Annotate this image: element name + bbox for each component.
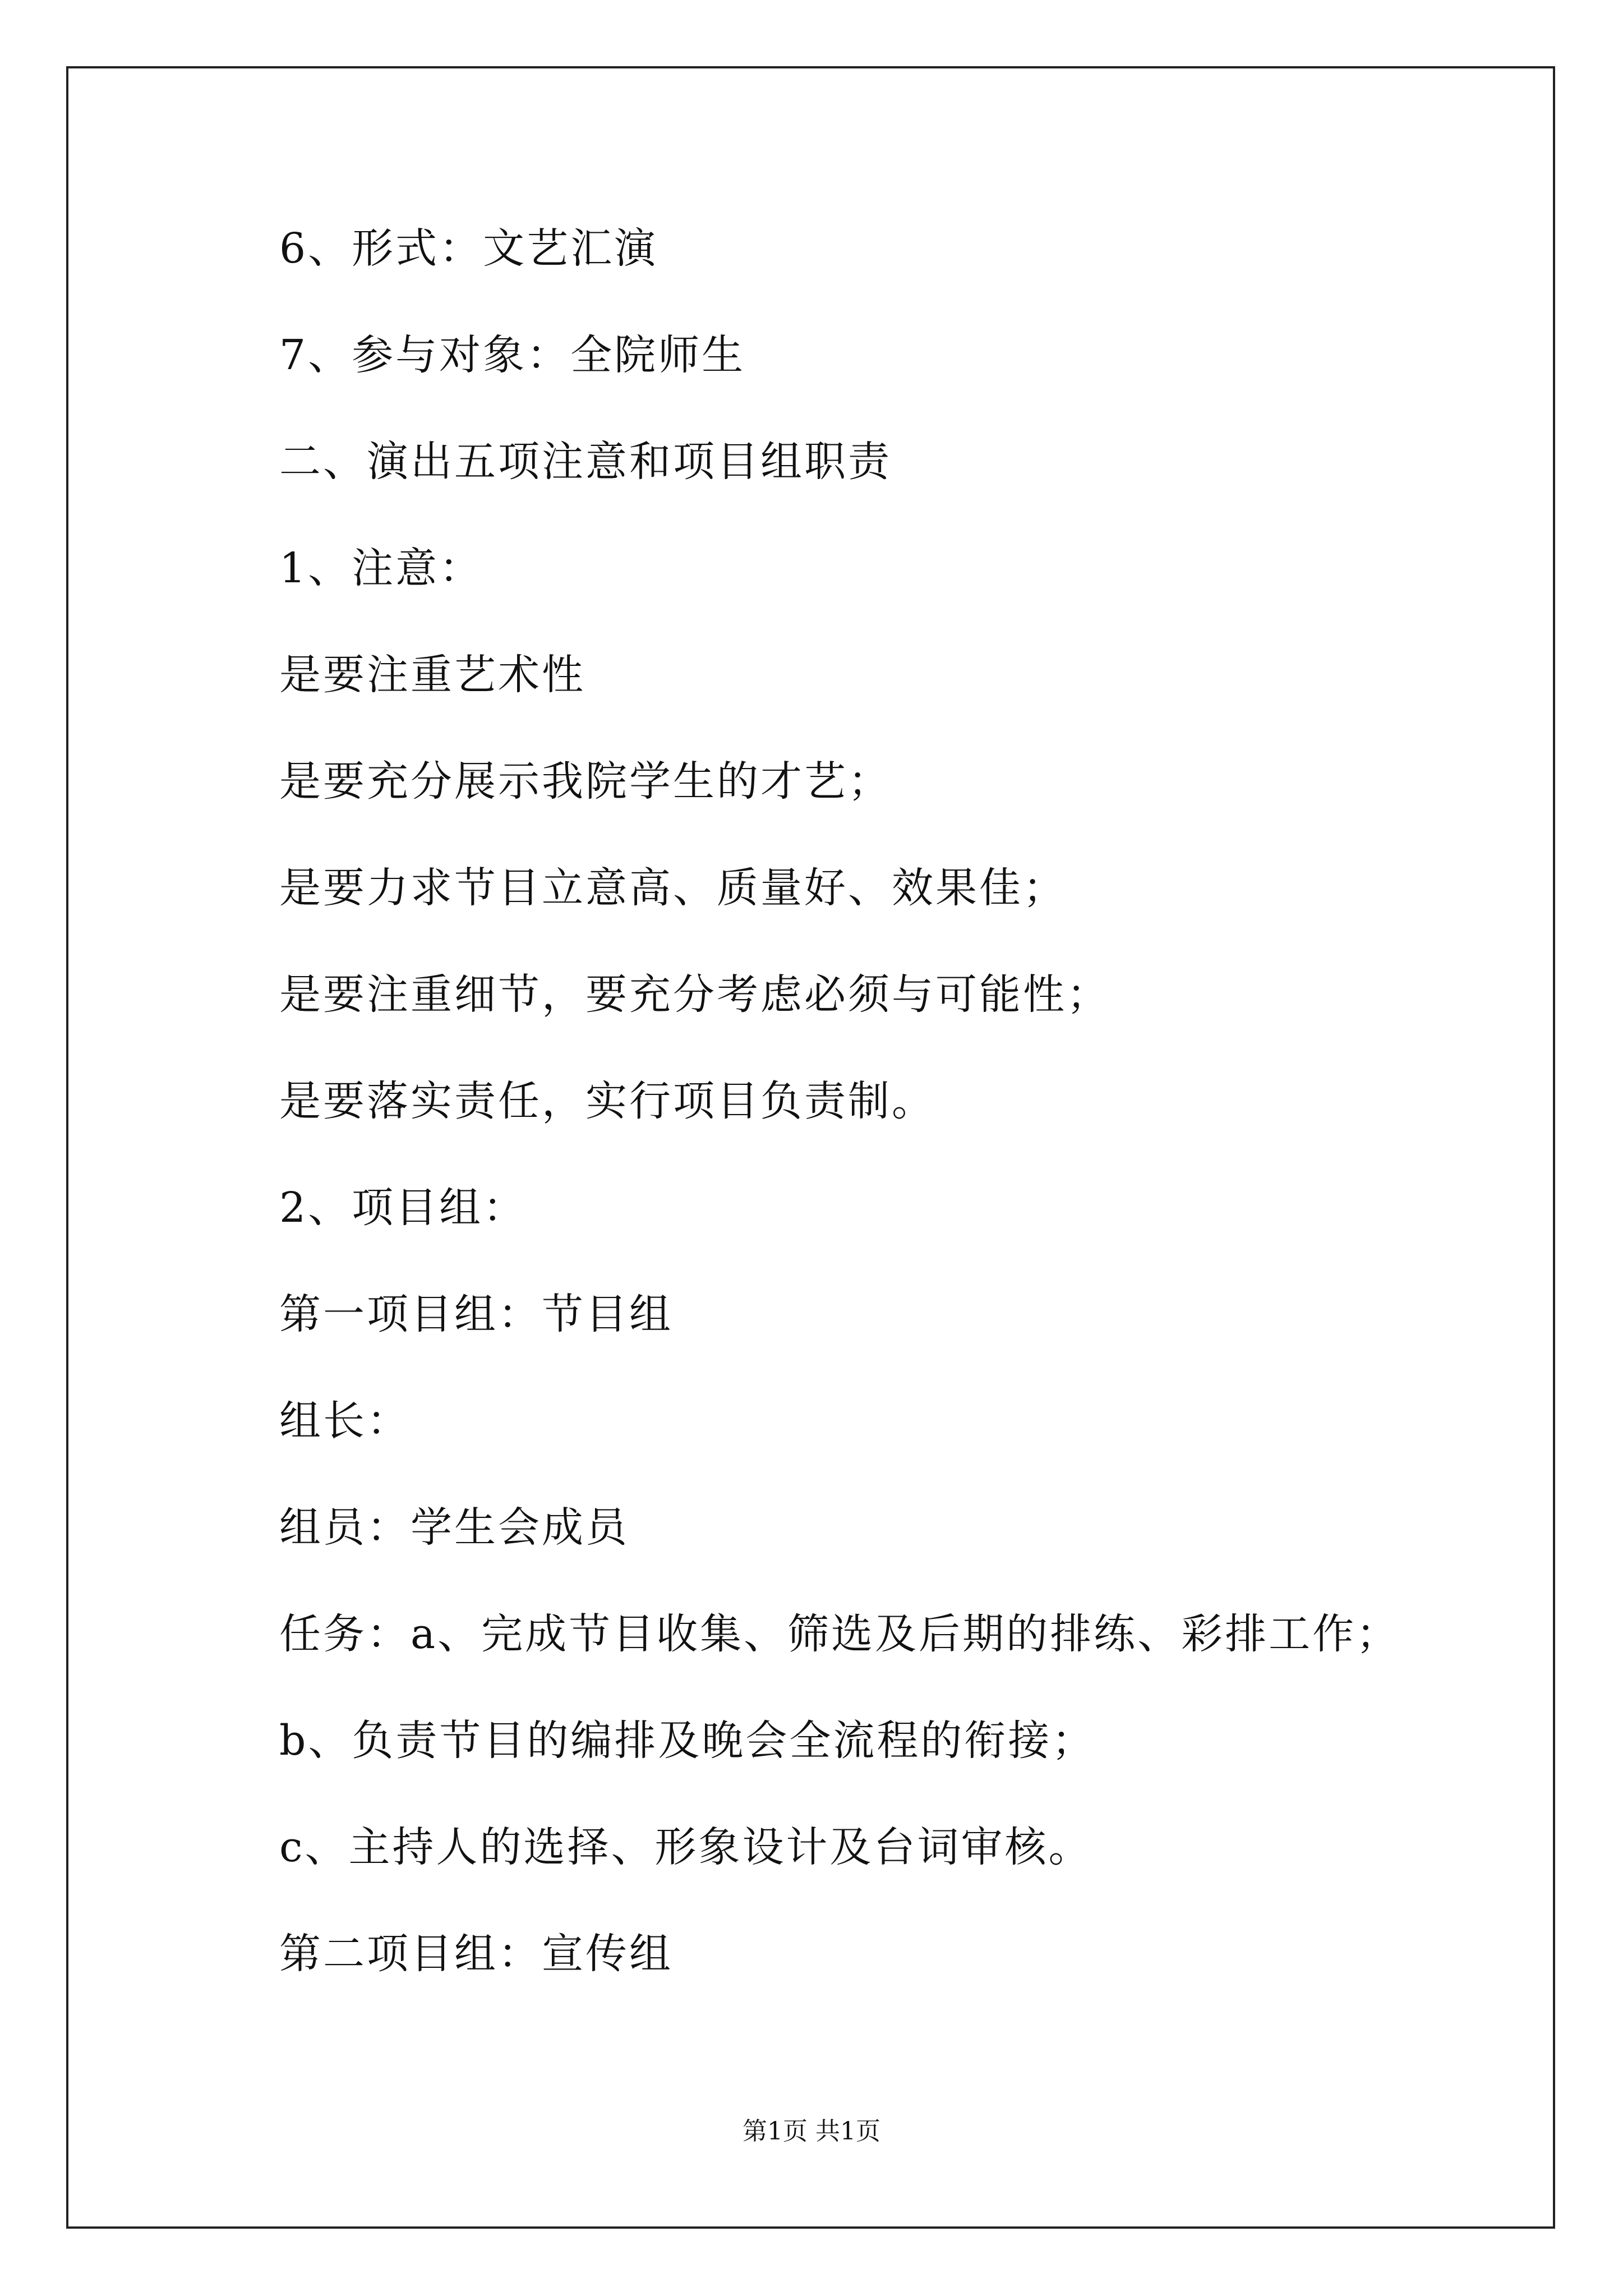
text-line: 任务：a、完成节目收集、筛选及后期的排练、彩排工作； xyxy=(279,1610,1400,1658)
text-line: b、负责节目的编排及晚会全流程的衔接； xyxy=(279,1717,1096,1765)
text-line: 是要落实责任，实行项目负责制。 xyxy=(279,1077,935,1125)
text-line: 6、形式：文艺汇演 xyxy=(279,224,658,273)
text-line: 组长： xyxy=(279,1397,411,1445)
text-line: 7、参与对象：全院师生 xyxy=(279,331,746,379)
text-line: 组员：学生会成员 xyxy=(279,1503,629,1552)
text-line: 2、项目组： xyxy=(279,1184,527,1232)
page-number: 第1页 共1页 xyxy=(743,2117,880,2146)
text-line: 是要注重细节，要充分考虑必须与可能性； xyxy=(279,970,1110,1019)
text-line: 是要注重艺术性 xyxy=(279,651,585,699)
section-heading: 二、演出五项注意和项目组职责 xyxy=(279,438,892,486)
text-line: 第一项目组：节目组 xyxy=(279,1290,673,1338)
text-line: 1、注意： xyxy=(279,544,483,592)
page-border xyxy=(66,66,1555,2229)
text-line: 第二项目组：宣传组 xyxy=(279,1930,673,1978)
text-line: c、主持人的选择、形象设计及台词审核。 xyxy=(279,1823,1092,1871)
text-line: 是要力求节目立意高、质量好、效果佳； xyxy=(279,864,1067,912)
text-line: 是要充分展示我院学生的才艺； xyxy=(279,757,892,806)
